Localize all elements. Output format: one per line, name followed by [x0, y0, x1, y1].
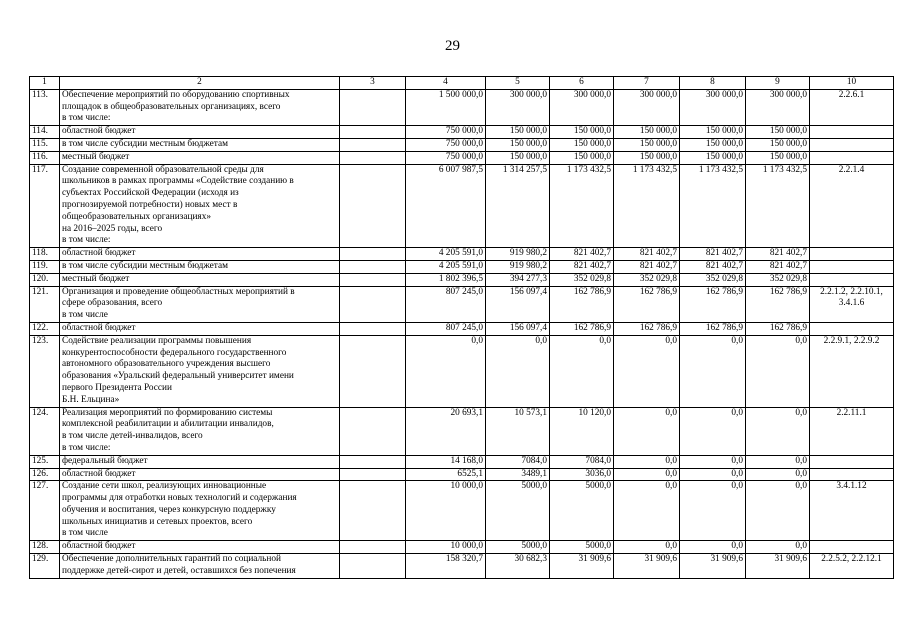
value-cell-col3 — [340, 126, 406, 139]
description-line: прогнозируемой потребности) новых мест в — [62, 199, 238, 210]
value-cell-c8: 31 909,6 — [680, 554, 746, 579]
description-cell — [60, 322, 340, 335]
value-cell-c5: 919 980,2 — [486, 260, 550, 273]
description-line: областной бюджет — [62, 541, 136, 552]
value-cell-c4: 6525,1 — [406, 468, 486, 481]
value-cell-c4: 1 500 000,0 — [406, 89, 486, 125]
header-cell: 8 — [680, 77, 746, 90]
header-cell: 9 — [746, 77, 810, 90]
value-cell-c6: 821 402,7 — [550, 248, 614, 261]
value-cell-c9: 0,0 — [746, 455, 810, 468]
description-line: Содействие реализации программы повышения — [62, 335, 252, 346]
value-cell-c7: 150 000,0 — [614, 126, 680, 139]
page-number: 29 — [445, 38, 460, 54]
description-cell — [60, 541, 340, 554]
description-line: Обеспечение дополнительных гарантий по социальной — [62, 554, 281, 565]
value-cell-c9: 821 402,7 — [746, 260, 810, 273]
description-cell — [60, 468, 340, 481]
description-cell — [60, 554, 340, 579]
description-line: местный бюджет — [62, 273, 130, 284]
value-cell-c7: 150 000,0 — [614, 151, 680, 164]
description-line: первого Президента России — [62, 382, 173, 393]
value-cell-c7: 0,0 — [614, 541, 680, 554]
table-row — [30, 126, 894, 139]
row-number-cell: 128. — [30, 541, 60, 554]
value-cell-c8: 0,0 — [680, 541, 746, 554]
value-cell-c9: 352 029,8 — [746, 273, 810, 286]
value-cell-c8: 0,0 — [680, 481, 746, 541]
value-cell-c4: 20 693,1 — [406, 407, 486, 455]
value-cell-c6: 162 786,9 — [550, 286, 614, 322]
description-line: областной бюджет — [62, 468, 136, 479]
value-cell-c6: 5000,0 — [550, 481, 614, 541]
budget-table — [29, 76, 894, 579]
row-number-cell: 115. — [30, 138, 60, 151]
value-cell-c6: 150 000,0 — [550, 151, 614, 164]
description-line: в том числе: — [62, 113, 111, 124]
value-cell-c5: 150 000,0 — [486, 138, 550, 151]
description-cell — [60, 455, 340, 468]
value-cell-c5: 156 097,4 — [486, 286, 550, 322]
code-cell — [810, 138, 894, 151]
table-row — [30, 481, 894, 541]
value-cell-col3 — [340, 481, 406, 541]
value-cell-c7: 150 000,0 — [614, 138, 680, 151]
value-cell-c7: 0,0 — [614, 455, 680, 468]
value-cell-c6: 3036,0 — [550, 468, 614, 481]
value-cell-c8: 0,0 — [680, 335, 746, 407]
value-cell-c5: 156 097,4 — [486, 322, 550, 335]
description-line: Обеспечение мероприятий по оборудованию спортивных — [62, 89, 290, 100]
value-cell-col3 — [340, 335, 406, 407]
value-cell-c7: 821 402,7 — [614, 248, 680, 261]
description-line: в том числе: — [62, 442, 111, 453]
value-cell-c6: 352 029,8 — [550, 273, 614, 286]
value-cell-c8: 821 402,7 — [680, 248, 746, 261]
description-line: в том числе субсидии местным бюджетам — [62, 138, 228, 149]
row-number-cell: 113. — [30, 89, 60, 125]
value-cell-c7: 352 029,8 — [614, 273, 680, 286]
value-cell-c7: 300 000,0 — [614, 89, 680, 125]
description-line: местный бюджет — [62, 151, 130, 162]
code-cell — [810, 260, 894, 273]
description-line: конкурентоспособности федерального государственного — [62, 347, 287, 358]
value-cell-c6: 150 000,0 — [550, 126, 614, 139]
description-cell — [60, 260, 340, 273]
table-row — [30, 468, 894, 481]
description-line: Б.Н. Ельцина» — [62, 394, 120, 405]
code-line: 3.4.1.6 — [838, 298, 865, 309]
code-cell — [810, 322, 894, 335]
header-row — [30, 77, 894, 90]
value-cell-c4: 750 000,0 — [406, 151, 486, 164]
value-cell-c4: 1 802 396,5 — [406, 273, 486, 286]
description-line: в том числе — [62, 528, 108, 539]
table-row — [30, 554, 894, 579]
code-cell — [810, 407, 894, 455]
value-cell-c8: 162 786,9 — [680, 322, 746, 335]
value-cell-c9: 0,0 — [746, 468, 810, 481]
value-cell-c5: 150 000,0 — [486, 151, 550, 164]
value-cell-col3 — [340, 322, 406, 335]
value-cell-col3 — [340, 541, 406, 554]
value-cell-c6: 5000,0 — [550, 541, 614, 554]
value-cell-c7: 0,0 — [614, 335, 680, 407]
row-number-cell: 114. — [30, 126, 60, 139]
value-cell-c5: 10 573,1 — [486, 407, 550, 455]
row-number-cell: 126. — [30, 468, 60, 481]
code-cell — [810, 335, 894, 407]
header-cell: 6 — [550, 77, 614, 90]
description-line: в том числе детей-инвалидов, всего — [62, 431, 203, 442]
code-cell — [810, 468, 894, 481]
table-row — [30, 541, 894, 554]
value-cell-c5: 300 000,0 — [486, 89, 550, 125]
row-number-cell: 127. — [30, 481, 60, 541]
table-row — [30, 151, 894, 164]
value-cell-c6: 300 000,0 — [550, 89, 614, 125]
value-cell-c5: 3489,1 — [486, 468, 550, 481]
row-number-cell: 120. — [30, 273, 60, 286]
header-cell: 7 — [614, 77, 680, 90]
value-cell-col3 — [340, 138, 406, 151]
row-number-cell: 121. — [30, 286, 60, 322]
description-line: областной бюджет — [62, 126, 136, 137]
table-row — [30, 273, 894, 286]
description-cell — [60, 335, 340, 407]
description-line: Организация и проведение общеобластных мероприятий в — [62, 286, 295, 297]
description-line: в том числе — [62, 310, 108, 321]
header-cell: 1 — [30, 77, 60, 90]
description-cell — [60, 138, 340, 151]
value-cell-c8: 162 786,9 — [680, 286, 746, 322]
description-cell — [60, 286, 340, 322]
description-cell — [60, 89, 340, 125]
value-cell-c5: 919 980,2 — [486, 248, 550, 261]
value-cell-c6: 0,0 — [550, 335, 614, 407]
description-line: площадок в общеобразовательных организациях, всего — [62, 101, 281, 112]
value-cell-c8: 300 000,0 — [680, 89, 746, 125]
description-line: школьников в рамках программы «Содействие созданию в — [62, 176, 294, 187]
value-cell-c8: 1 173 432,5 — [680, 164, 746, 248]
description-cell — [60, 151, 340, 164]
value-cell-col3 — [340, 455, 406, 468]
value-cell-c6: 821 402,7 — [550, 260, 614, 273]
header-cell: 10 — [810, 77, 894, 90]
row-number-cell: 117. — [30, 164, 60, 248]
code-line: 3.4.1.12 — [836, 481, 867, 492]
value-cell-c9: 300 000,0 — [746, 89, 810, 125]
code-cell — [810, 541, 894, 554]
description-line: образования «Уральский федеральный университет имени — [62, 371, 294, 382]
value-cell-c9: 0,0 — [746, 335, 810, 407]
value-cell-c9: 162 786,9 — [746, 322, 810, 335]
value-cell-col3 — [340, 286, 406, 322]
description-line: в том числе субсидии местным бюджетам — [62, 260, 228, 271]
value-cell-c4: 0,0 — [406, 335, 486, 407]
value-cell-col3 — [340, 260, 406, 273]
table-row — [30, 455, 894, 468]
code-cell — [810, 481, 894, 541]
value-cell-col3 — [340, 554, 406, 579]
value-cell-c5: 150 000,0 — [486, 126, 550, 139]
value-cell-col3 — [340, 273, 406, 286]
value-cell-c9: 31 909,6 — [746, 554, 810, 579]
description-line: поддержке детей-сирот и детей, оставшихся без попечения — [62, 565, 296, 576]
description-cell — [60, 248, 340, 261]
value-cell-col3 — [340, 248, 406, 261]
value-cell-c5: 1 314 257,5 — [486, 164, 550, 248]
value-cell-c7: 821 402,7 — [614, 260, 680, 273]
row-number-cell: 119. — [30, 260, 60, 273]
value-cell-c9: 150 000,0 — [746, 138, 810, 151]
value-cell-c9: 0,0 — [746, 541, 810, 554]
code-cell — [810, 248, 894, 261]
code-cell — [810, 455, 894, 468]
description-line: общеобразовательных организациях» — [62, 211, 212, 222]
value-cell-c4: 750 000,0 — [406, 138, 486, 151]
header-cell: 4 — [406, 77, 486, 90]
header-cell: 2 — [60, 77, 340, 90]
value-cell-col3 — [340, 151, 406, 164]
value-cell-c8: 150 000,0 — [680, 126, 746, 139]
code-cell — [810, 273, 894, 286]
description-line: областной бюджет — [62, 248, 136, 259]
table-row — [30, 322, 894, 335]
row-number-cell: 124. — [30, 407, 60, 455]
value-cell-c9: 0,0 — [746, 407, 810, 455]
value-cell-c4: 14 168,0 — [406, 455, 486, 468]
value-cell-c7: 162 786,9 — [614, 286, 680, 322]
value-cell-col3 — [340, 468, 406, 481]
description-cell — [60, 126, 340, 139]
value-cell-c8: 150 000,0 — [680, 151, 746, 164]
value-cell-c7: 1 173 432,5 — [614, 164, 680, 248]
table-row — [30, 138, 894, 151]
table-body — [30, 89, 894, 578]
description-line: федеральный бюджет — [62, 455, 148, 466]
code-cell — [810, 286, 894, 322]
value-cell-c4: 158 320,7 — [406, 554, 486, 579]
description-cell — [60, 481, 340, 541]
value-cell-c6: 7084,0 — [550, 455, 614, 468]
value-cell-c8: 352 029,8 — [680, 273, 746, 286]
value-cell-c5: 0,0 — [486, 335, 550, 407]
value-cell-c4: 807 245,0 — [406, 286, 486, 322]
code-line: 2.2.6.1 — [838, 89, 865, 100]
value-cell-c4: 6 007 987,5 — [406, 164, 486, 248]
value-cell-c5: 5000,0 — [486, 541, 550, 554]
value-cell-c9: 150 000,0 — [746, 151, 810, 164]
value-cell-c8: 0,0 — [680, 455, 746, 468]
row-number-cell: 122. — [30, 322, 60, 335]
code-line: 2.2.9.1, 2.2.9.2 — [823, 335, 880, 346]
value-cell-c6: 1 173 432,5 — [550, 164, 614, 248]
row-number-cell: 118. — [30, 248, 60, 261]
table-row — [30, 164, 894, 248]
value-cell-c9: 1 173 432,5 — [746, 164, 810, 248]
value-cell-c8: 0,0 — [680, 407, 746, 455]
value-cell-c6: 31 909,6 — [550, 554, 614, 579]
value-cell-c5: 5000,0 — [486, 481, 550, 541]
value-cell-c8: 150 000,0 — [680, 138, 746, 151]
value-cell-c5: 394 277,3 — [486, 273, 550, 286]
description-line: автономного образовательного учреждения высшего — [62, 359, 271, 370]
value-cell-col3 — [340, 407, 406, 455]
value-cell-c9: 0,0 — [746, 481, 810, 541]
description-line: школьных инициатив и сетевых проектов, всего — [62, 516, 253, 527]
value-cell-c7: 0,0 — [614, 407, 680, 455]
description-line: в том числе: — [62, 235, 111, 246]
row-number-cell: 129. — [30, 554, 60, 579]
value-cell-c7: 0,0 — [614, 481, 680, 541]
code-cell — [810, 164, 894, 248]
code-line: 2.2.1.4 — [838, 164, 865, 175]
table-row — [30, 286, 894, 322]
row-number-cell: 116. — [30, 151, 60, 164]
description-line: Создание сети школ, реализующих инновационные — [62, 481, 267, 492]
value-cell-c4: 4 205 591,0 — [406, 260, 486, 273]
code-line: 2.2.5.2, 2.2.12.1 — [821, 554, 882, 565]
code-cell — [810, 151, 894, 164]
description-line: Создание современной образовательной среды для — [62, 164, 264, 175]
description-cell — [60, 273, 340, 286]
value-cell-c4: 750 000,0 — [406, 126, 486, 139]
value-cell-c7: 162 786,9 — [614, 322, 680, 335]
description-cell — [60, 407, 340, 455]
value-cell-c9: 162 786,9 — [746, 286, 810, 322]
description-line: областной бюджет — [62, 322, 136, 333]
description-line: Реализация мероприятий по формированию системы — [62, 407, 273, 418]
value-cell-c4: 4 205 591,0 — [406, 248, 486, 261]
header-cell: 5 — [486, 77, 550, 90]
code-cell — [810, 554, 894, 579]
row-number-cell: 125. — [30, 455, 60, 468]
table-row — [30, 248, 894, 261]
value-cell-c6: 162 786,9 — [550, 322, 614, 335]
description-line: субъектах Российской Федерации (исходя из — [62, 188, 239, 199]
value-cell-c5: 30 682,3 — [486, 554, 550, 579]
description-cell — [60, 164, 340, 248]
table-row — [30, 335, 894, 407]
value-cell-c8: 0,0 — [680, 468, 746, 481]
value-cell-c4: 807 245,0 — [406, 322, 486, 335]
code-line: 2.2.11.1 — [836, 407, 867, 418]
value-cell-c7: 31 909,6 — [614, 554, 680, 579]
description-line: программы для отработки новых технологий и содержания — [62, 493, 297, 504]
value-cell-c6: 10 120,0 — [550, 407, 614, 455]
code-line: 2.2.1.2, 2.2.10.1, — [820, 286, 883, 297]
table-row — [30, 407, 894, 455]
value-cell-c9: 821 402,7 — [746, 248, 810, 261]
code-cell — [810, 126, 894, 139]
value-cell-c4: 10 000,0 — [406, 481, 486, 541]
value-cell-c9: 150 000,0 — [746, 126, 810, 139]
value-cell-c5: 7084,0 — [486, 455, 550, 468]
value-cell-c7: 0,0 — [614, 468, 680, 481]
value-cell-c8: 821 402,7 — [680, 260, 746, 273]
value-cell-col3 — [340, 89, 406, 125]
table-row — [30, 89, 894, 125]
description-line: сфере образования, всего — [62, 298, 163, 309]
value-cell-c6: 150 000,0 — [550, 138, 614, 151]
description-line: обучения и воспитания, через конкурсную поддержку — [62, 504, 276, 515]
header-cell: 3 — [340, 77, 406, 90]
row-number-cell: 123. — [30, 335, 60, 407]
value-cell-c4: 10 000,0 — [406, 541, 486, 554]
table-row — [30, 260, 894, 273]
code-cell — [810, 89, 894, 125]
description-line: на 2016–2025 годы, всего — [62, 223, 163, 234]
value-cell-col3 — [340, 164, 406, 248]
description-line: комплексной реабилитации и абилитации инвалидов, — [62, 419, 274, 430]
